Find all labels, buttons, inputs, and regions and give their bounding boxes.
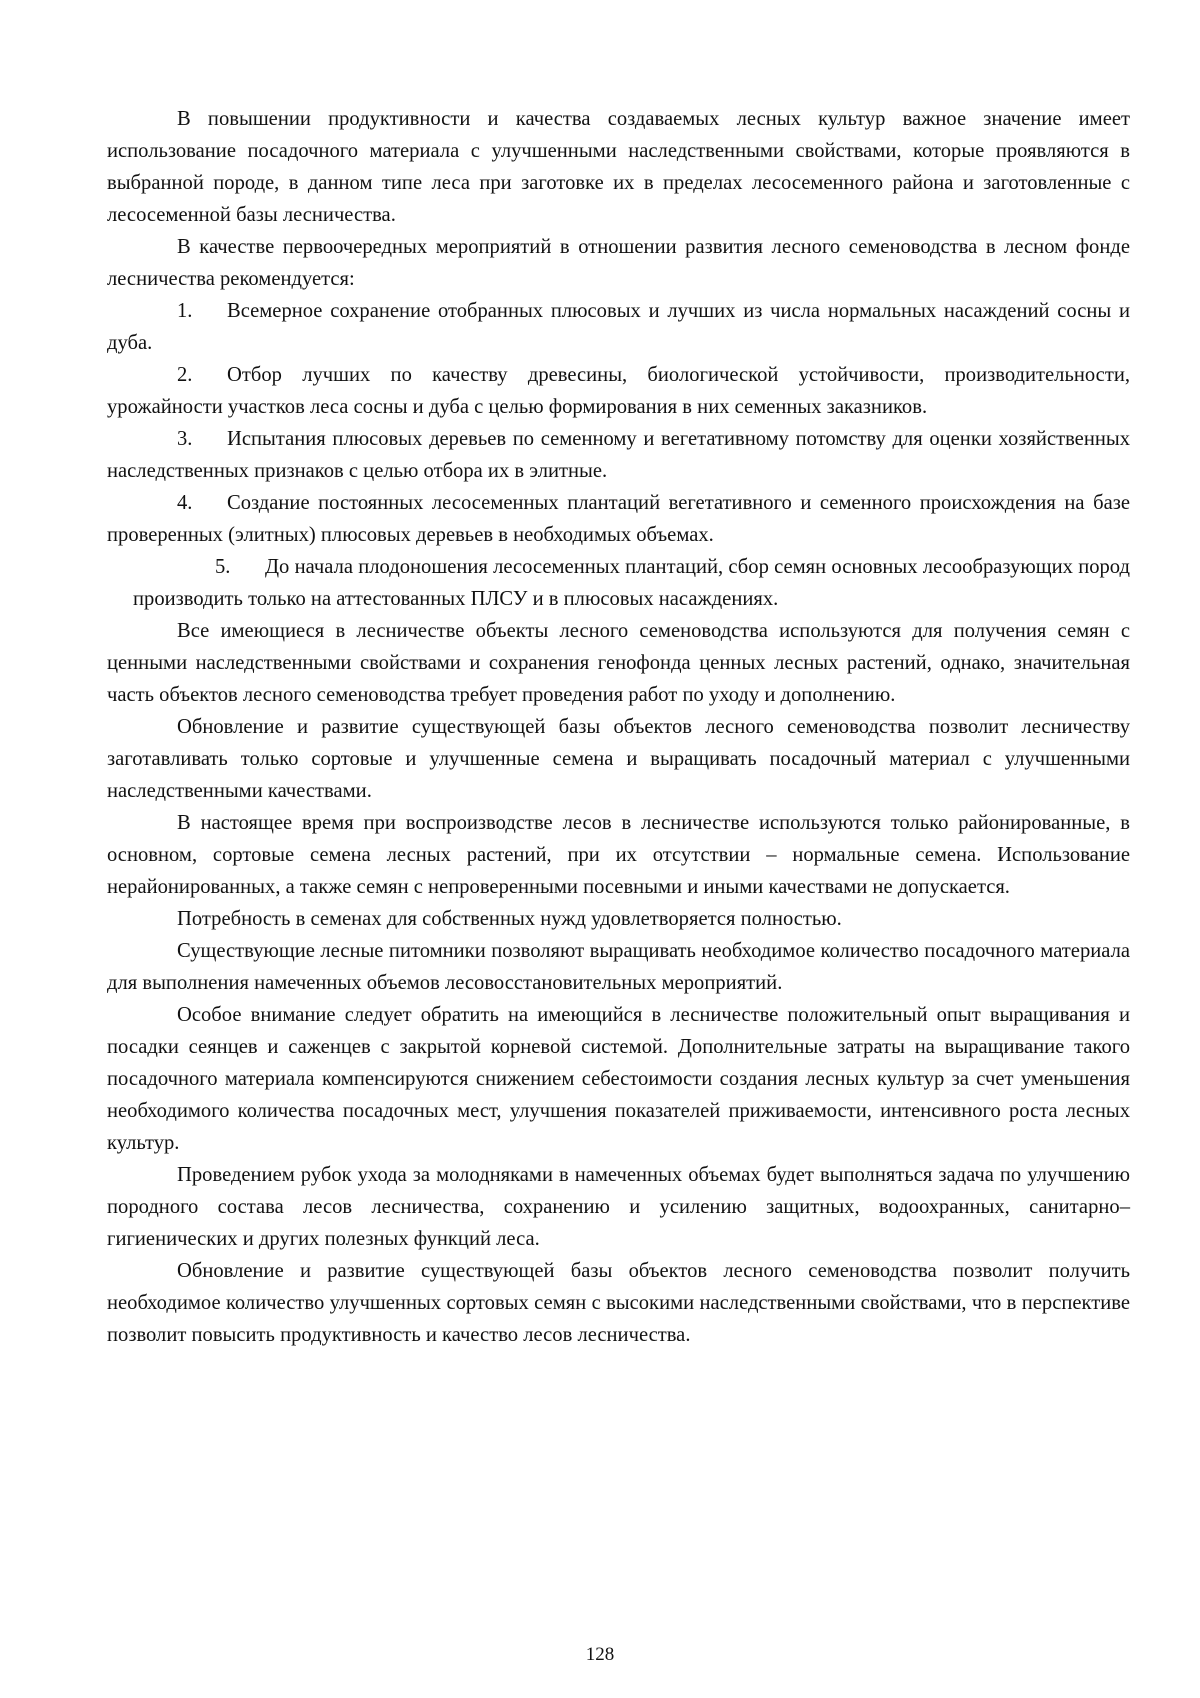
- list-item-number: 5.: [215, 556, 231, 578]
- list-item-text: Испытания плюсовых деревьев по семенному и вегетативному потомству для оценки хозяйственных наследственных признаков с целью отбора их в элитные.: [107, 428, 1130, 482]
- list-item-text: Всемерное сохранение отобранных плюсовых и лучших из числа нормальных насаждений сосны и дуба.: [107, 300, 1130, 354]
- list-item: [107, 423, 1130, 487]
- list-item: [107, 487, 1130, 551]
- list-item-number: 2.: [177, 364, 193, 386]
- body-paragraph: В настоящее время при воспроизводстве лесов в лесничестве используются только районированные, в основном, сортовые семена лесных растений, при их отсутствии – нормальные семена. Использование нерайонированных, а также семян с непроверенными посевными и иными качествами не допускается.: [107, 812, 1130, 898]
- body-paragraph: Все имеющиеся в лесничестве объекты лесного семеноводства используются для получения семян с ценными наследственными свойствами и сохранения генофонда ценных лесных растений, однако, значительная часть объектов лесного семеноводства требует проведения работ по уходу и дополнению.: [107, 620, 1130, 706]
- list-item-number: 4.: [177, 492, 193, 514]
- list-item-text: Создание постоянных лесосеменных плантаций вегетативного и семенного происхождения на базе проверенных (элитных) плюсовых деревьев в необходимых объемах.: [107, 492, 1130, 546]
- list-item-number: 3.: [177, 428, 193, 450]
- body-paragraph: Особое внимание следует обратить на имеющийся в лесничестве положительный опыт выращивания и посадки сеянцев и саженцев с закрытой корневой системой. Дополнительные затраты на выращивание такого посадочного материала компенсируются снижением себестоимости создания лесных культур за счет уменьшения необходимого количества посадочных мест, улучшения показателей приживаемости, интенсивного роста лесных культур.: [107, 1004, 1130, 1154]
- list-item-number: 1.: [177, 300, 193, 322]
- body-paragraph: Существующие лесные питомники позволяют выращивать необходимое количество посадочного материала для выполнения намеченных объемов лесовосстановительных мероприятий.: [107, 940, 1130, 994]
- body-paragraph: Проведением рубок ухода за молодняками в намеченных объемах будет выполняться задача по улучшению породного состава лесов лесничества, сохранению и усилению защитных, водоохранных, санитарно–гигиенических и других полезных функций леса.: [107, 1164, 1130, 1250]
- page-number: 128: [585, 1644, 615, 1665]
- list-item: [107, 295, 1130, 359]
- body-paragraph: Обновление и развитие существующей базы объектов лесного семеноводства позволит лесничеству заготавливать только сортовые и улучшенные семена и выращивать посадочный материал с улучшенными наследственными качествами.: [107, 716, 1130, 802]
- intro-paragraph: В повышении продуктивности и качества создаваемых лесных культур важное значение имеет использование посадочного материала с улучшенными наследственными свойствами, которые проявляются в выбранной породе, в данном типе леса при заготовке их в пределах лесосеменного района и заготовленные с лесосеменной базы лесничества.: [107, 108, 1130, 226]
- document-page: [107, 103, 1130, 1351]
- list-item-text: Отбор лучших по качеству древесины, биологической устойчивости, производительности, урожайности участков леса сосны и дуба с целью формирования в них семенных заказников.: [107, 364, 1130, 418]
- list-item: [107, 359, 1130, 423]
- body-paragraph: Обновление и развитие существующей базы объектов лесного семеноводства позволит получить необходимое количество улучшенных сортовых семян с высокими наследственными свойствами, что в перспективе позволит повысить продуктивность и качество лесов лесничества.: [107, 1260, 1130, 1346]
- body-paragraph: Потребность в семенах для собственных нужд удовлетворяется полностью.: [177, 908, 842, 930]
- list-item-text: До начала плодоношения лесосеменных плантаций, сбор семян основных лесообразующих пород производить только на аттестованных ПЛСУ и в плюсовых насаждениях.: [133, 556, 1130, 610]
- recommendations-intro: В качестве первоочередных мероприятий в отношении развития лесного семеноводства в лесном фонде лесничества рекомендуется:: [107, 236, 1130, 290]
- list-item: [107, 551, 1130, 615]
